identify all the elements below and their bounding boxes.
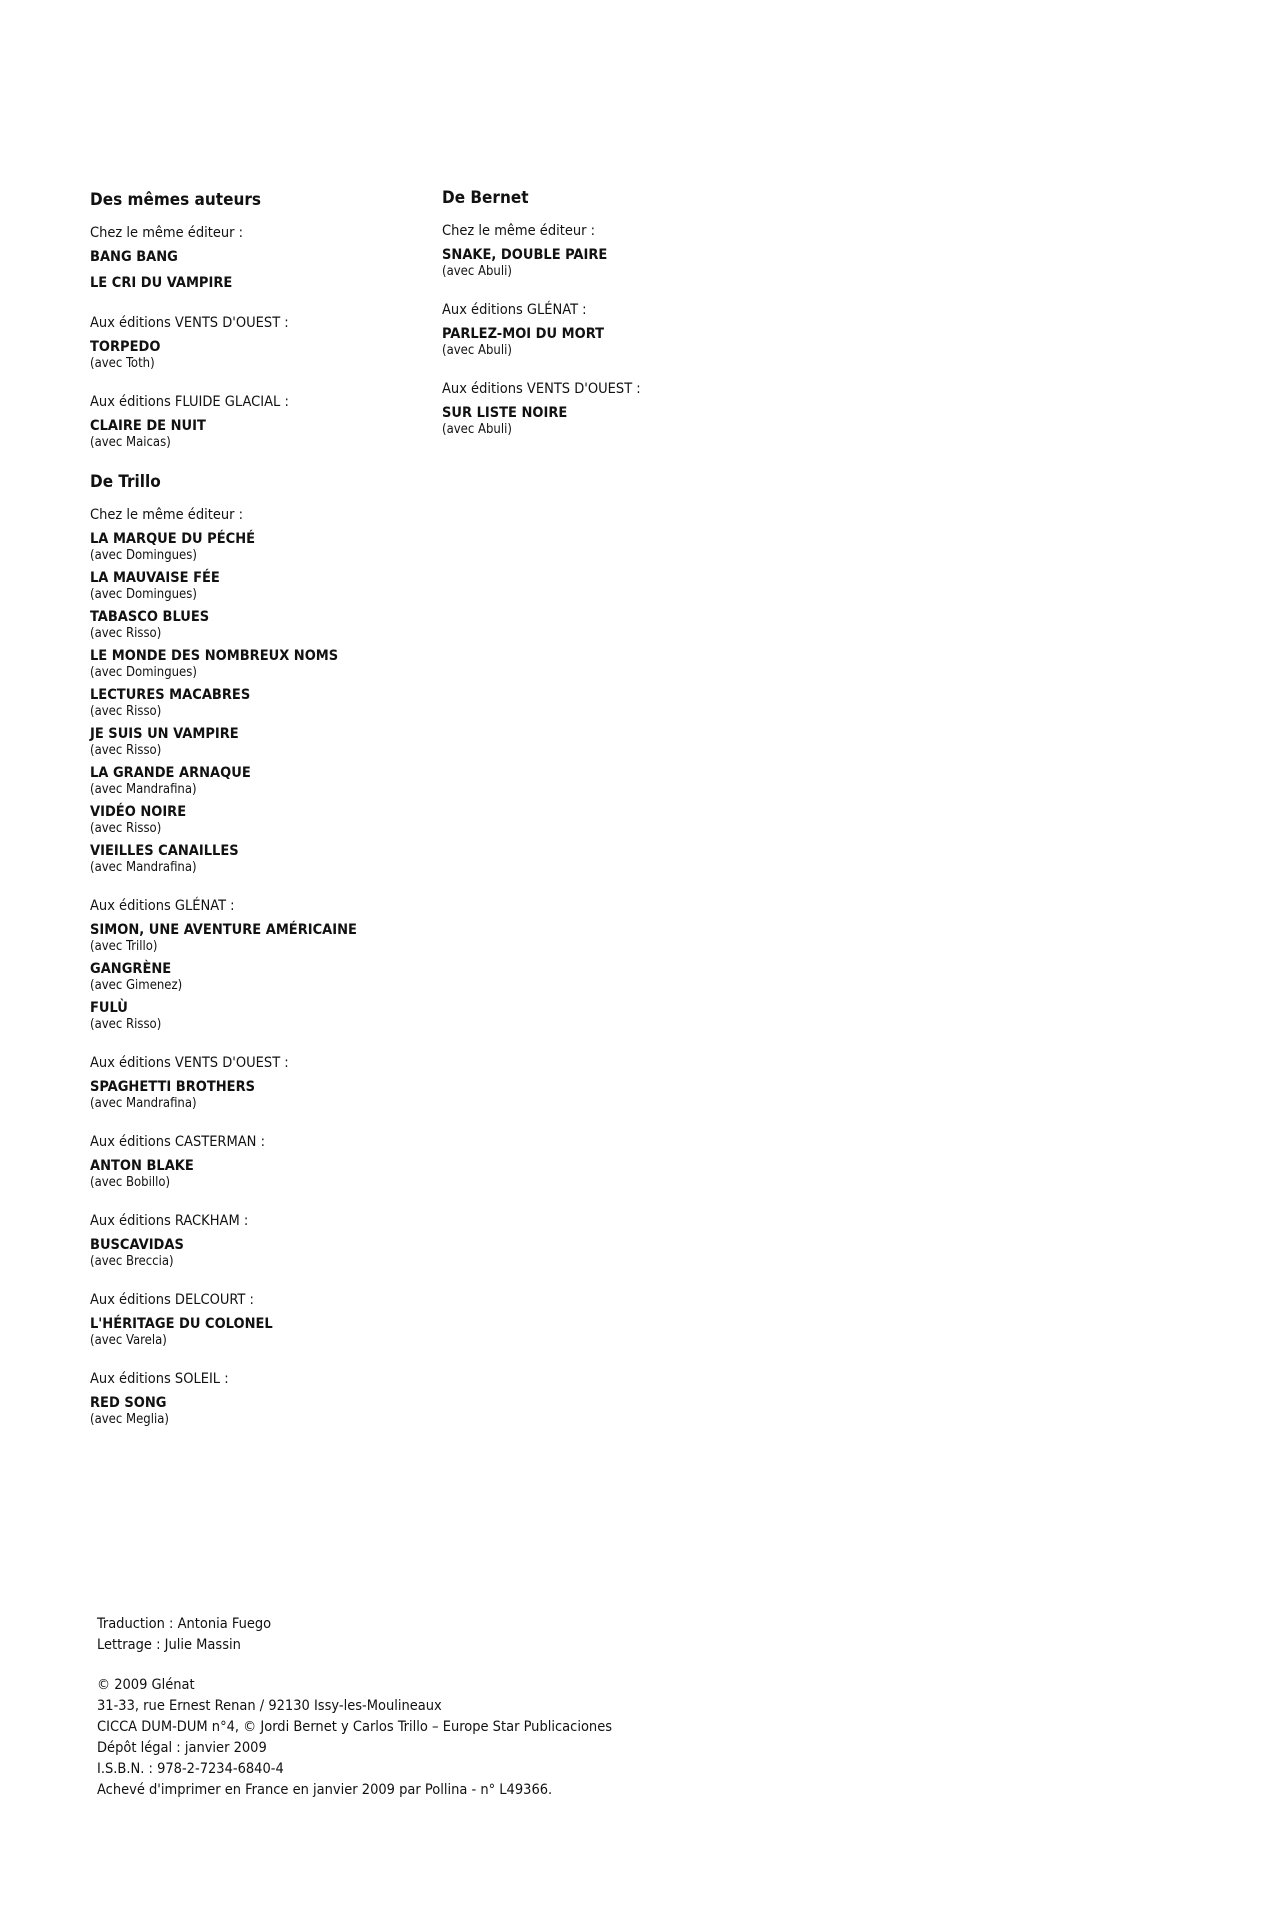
book-collaborator: (avec Toth) xyxy=(90,356,155,371)
book-collaborator: (avec Domingues) xyxy=(90,665,197,680)
section-heading: De Trillo xyxy=(90,472,161,492)
book-entry xyxy=(442,404,842,437)
book-entry xyxy=(90,647,490,680)
publisher-label: Chez le même éditeur : xyxy=(90,507,244,523)
publisher-label: Aux éditions VENTS D'OUEST : xyxy=(90,1055,289,1071)
book-entry xyxy=(90,1078,490,1111)
book-title: LE CRI DU VAMPIRE xyxy=(90,275,233,291)
legal-line: I.S.B.N. : 978-2-7234-6840-4 xyxy=(97,1761,284,1777)
book-entry xyxy=(90,1394,490,1427)
credit-line: Traduction : Antonia Fuego xyxy=(97,1616,272,1632)
book-collaborator: (avec Mandrafina) xyxy=(90,860,197,875)
publisher-group xyxy=(442,301,842,358)
book-entry xyxy=(90,764,490,797)
book-collaborator: (avec Abuli) xyxy=(442,422,512,437)
section-des-memes-auteurs xyxy=(90,190,490,450)
book-collaborator: (avec Domingues) xyxy=(90,548,197,563)
publisher-group xyxy=(90,393,490,450)
book-entry xyxy=(442,325,842,358)
legal-line: © 2009 Glénat xyxy=(97,1677,195,1693)
section-heading: Des mêmes auteurs xyxy=(90,190,261,210)
book-collaborator: (avec Breccia) xyxy=(90,1254,174,1269)
book-title: LA GRANDE ARNAQUE xyxy=(90,765,251,781)
book-title: L'HÉRITAGE DU COLONEL xyxy=(90,1316,273,1332)
credits-block xyxy=(97,1614,797,1656)
book-entry xyxy=(90,803,490,836)
publisher-group xyxy=(90,224,490,292)
legal-line: Achevé d'imprimer en France en janvier 2009 par Pollina - n° L49366. xyxy=(97,1782,553,1798)
book-entry xyxy=(90,274,490,292)
publisher-label: Aux éditions FLUIDE GLACIAL : xyxy=(90,394,289,410)
book-title: TORPEDO xyxy=(90,339,161,355)
publisher-group xyxy=(90,1133,490,1190)
publisher-label: Aux éditions VENTS D'OUEST : xyxy=(90,315,289,331)
publisher-group xyxy=(90,1370,490,1427)
book-collaborator: (avec Risso) xyxy=(90,1017,162,1032)
book-title: FULÙ xyxy=(90,1000,128,1016)
publisher-group xyxy=(442,222,842,279)
legal-block xyxy=(97,1675,857,1801)
book-title: GANGRÈNE xyxy=(90,961,172,977)
book-title: RED SONG xyxy=(90,1395,167,1411)
book-entry xyxy=(90,338,490,371)
book-title: SNAKE, DOUBLE PAIRE xyxy=(442,247,608,263)
publisher-label: Aux éditions SOLEIL : xyxy=(90,1371,229,1387)
section-de-bernet xyxy=(442,188,842,437)
book-title: VIDÉO NOIRE xyxy=(90,804,187,820)
book-title: PARLEZ-MOI DU MORT xyxy=(442,326,605,342)
book-entry xyxy=(90,999,490,1032)
book-entry xyxy=(90,842,490,875)
book-entry xyxy=(90,1236,490,1269)
publisher-group xyxy=(90,506,490,875)
book-collaborator: (avec Mandrafina) xyxy=(90,782,197,797)
publisher-group xyxy=(90,897,490,1032)
book-entry xyxy=(90,1315,490,1348)
left-column xyxy=(90,190,490,1449)
book-collaborator: (avec Trillo) xyxy=(90,939,158,954)
publisher-label: Aux éditions RACKHAM : xyxy=(90,1213,249,1229)
section-de-trillo xyxy=(90,472,490,1427)
publisher-group xyxy=(90,1212,490,1269)
book-entry xyxy=(90,921,490,954)
book-entry xyxy=(90,569,490,602)
publisher-label: Chez le même éditeur : xyxy=(442,223,596,239)
publisher-label: Aux éditions GLÉNAT : xyxy=(90,898,235,914)
section-heading: De Bernet xyxy=(442,188,529,208)
book-entry xyxy=(442,246,842,279)
publisher-group xyxy=(90,314,490,371)
publisher-group xyxy=(442,380,842,437)
publisher-label: Aux éditions CASTERMAN : xyxy=(90,1134,265,1150)
publisher-label: Aux éditions GLÉNAT : xyxy=(442,302,587,318)
legal-line: 31-33, rue Ernest Renan / 92130 Issy-les-Moulineaux xyxy=(97,1698,442,1714)
book-collaborator: (avec Domingues) xyxy=(90,587,197,602)
book-title: ANTON BLAKE xyxy=(90,1158,194,1174)
book-title: LA MARQUE DU PÉCHÉ xyxy=(90,531,256,547)
book-title: SUR LISTE NOIRE xyxy=(442,405,568,421)
book-collaborator: (avec Risso) xyxy=(90,626,162,641)
book-title: LA MAUVAISE FÉE xyxy=(90,570,220,586)
book-collaborator: (avec Gimenez) xyxy=(90,978,183,993)
book-collaborator: (avec Bobillo) xyxy=(90,1175,171,1190)
book-title: JE SUIS UN VAMPIRE xyxy=(90,726,239,742)
book-entry xyxy=(90,1157,490,1190)
publisher-group xyxy=(90,1054,490,1111)
book-title: BUSCAVIDAS xyxy=(90,1237,184,1253)
right-column xyxy=(442,188,842,459)
book-entry xyxy=(90,608,490,641)
book-entry xyxy=(90,725,490,758)
book-entry xyxy=(90,530,490,563)
publisher-label: Chez le même éditeur : xyxy=(90,225,244,241)
publisher-label: Aux éditions DELCOURT : xyxy=(90,1292,254,1308)
book-title: SPAGHETTI BROTHERS xyxy=(90,1079,256,1095)
book-title: VIEILLES CANAILLES xyxy=(90,843,239,859)
legal-line: Dépôt légal : janvier 2009 xyxy=(97,1740,267,1756)
publisher-group xyxy=(90,1291,490,1348)
book-title: TABASCO BLUES xyxy=(90,609,210,625)
book-title: LE MONDE DES NOMBREUX NOMS xyxy=(90,648,339,664)
credit-line: Lettrage : Julie Massin xyxy=(97,1637,241,1653)
book-collaborator: (avec Risso) xyxy=(90,821,162,836)
book-collaborator: (avec Risso) xyxy=(90,704,162,719)
book-entry xyxy=(90,417,490,450)
book-title: LECTURES MACABRES xyxy=(90,687,251,703)
book-collaborator: (avec Abuli) xyxy=(442,343,512,358)
book-collaborator: (avec Abuli) xyxy=(442,264,512,279)
book-collaborator: (avec Varela) xyxy=(90,1333,167,1348)
legal-line: CICCA DUM-DUM n°4, © Jordi Bernet y Carlos Trillo – Europe Star Publicaciones xyxy=(97,1719,613,1735)
book-entry xyxy=(90,248,490,266)
book-collaborator: (avec Mandrafina) xyxy=(90,1096,197,1111)
publisher-label: Aux éditions VENTS D'OUEST : xyxy=(442,381,641,397)
book-collaborator: (avec Maicas) xyxy=(90,435,171,450)
book-collaborator: (avec Meglia) xyxy=(90,1412,169,1427)
book-collaborator: (avec Risso) xyxy=(90,743,162,758)
book-entry xyxy=(90,686,490,719)
book-title: CLAIRE DE NUIT xyxy=(90,418,206,434)
book-title: BANG BANG xyxy=(90,249,178,265)
book-title: SIMON, UNE AVENTURE AMÉRICAINE xyxy=(90,922,357,938)
book-entry xyxy=(90,960,490,993)
